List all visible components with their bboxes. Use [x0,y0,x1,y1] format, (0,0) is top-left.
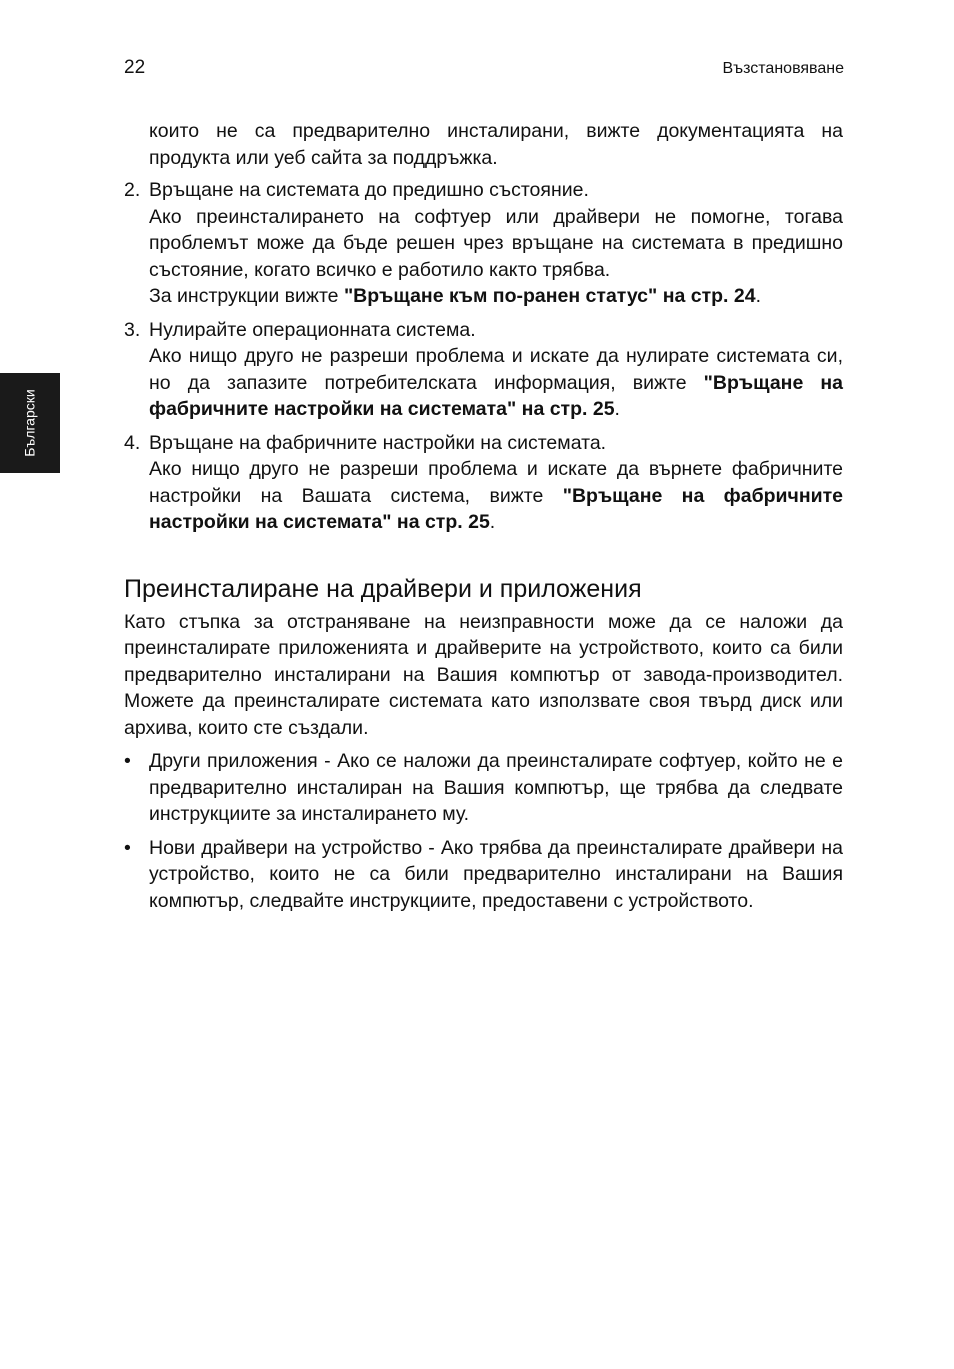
bullet-list [124,748,843,914]
page-content [124,118,843,921]
step-title: Връщане на системата до предишно състояние. [149,179,589,201]
bullet-item [124,835,843,915]
bullet-text: Други приложения - Ако се наложи да преинсталирате софтуер, който не е предварително инсталиран на Вашия компютър, ще трябва да следвате инструкциите за инсталирането му. [149,750,843,825]
section-paragraph: Като стъпка за отстраняване на неизправности може да се наложи да преинсталирате приложенията и драйверите на устройството, които са били предварително инсталирани на Вашия компютър от завода-производител. Можете да преинсталирате системата като използвате своя твърд диск или архива, които сте създали. [124,610,843,739]
reference-suffix: . [614,398,620,420]
step-item [124,430,843,536]
bullet-icon: • [124,836,131,859]
step-item [124,317,843,423]
intro-continuation: които не са предварително инсталирани, вижте документацията на продукта или уеб сайта за поддръжка. [149,120,843,169]
step-text: Ако преинсталирането на софтуер или драйвери не помогне, тогава проблемът може да бъде решен чрез връщане на системата в предишно състояние, когато всичко е работило както трябва. [149,205,843,281]
language-tab-label: Български [22,389,38,457]
step-reference [149,283,843,310]
section-heading: Преинсталиране на драйвери и приложения [124,574,642,603]
troubleshooting-steps [124,177,843,536]
step-number: 4. [124,431,141,454]
step-item [124,177,843,310]
step-title: Връщане на фабричните настройки на системата. [149,431,607,454]
step-text: Ако нищо друго не разреши проблема и искате да нулирате системата си, но да запазите потребителската информация, вижте [149,345,843,394]
step-description [149,204,843,284]
reference-suffix: . [755,285,761,307]
step-description [149,343,843,423]
page-number: 22 [124,57,146,78]
step-text: Ако нищо друго не разреши проблема и искате да върнете фабричните настройки на Вашата система, вижте [149,458,843,507]
running-header: Възстановяване [722,60,844,77]
reference-link[interactable]: "Връщане на фабричните настройки на системата" на стр. 25 [149,484,844,533]
reference-prefix: За инструкции вижте [149,285,344,307]
language-side-tab [0,373,60,473]
reference-link[interactable]: "Връщане към по-ранен статус" на стр. 24 [343,285,756,307]
reference-link[interactable]: "Връщане на фабричните настройки на системата" на стр. 25 [149,371,843,420]
step-number: 2. [124,179,141,201]
step-description [149,456,843,536]
bullet-item [124,748,843,828]
bullet-text: Нови драйвери на устройство - Ако трябва да преинсталирате драйвери на устройство, които не са били предварително инсталирани на Вашия компютър, следвайте инструкциите, предоставени с устройството. [149,836,843,912]
reference-suffix: . [489,511,496,533]
step-number: 3. [124,318,141,341]
bullet-icon: • [124,750,131,772]
step-title: Нулирайте операционната система. [149,318,476,341]
